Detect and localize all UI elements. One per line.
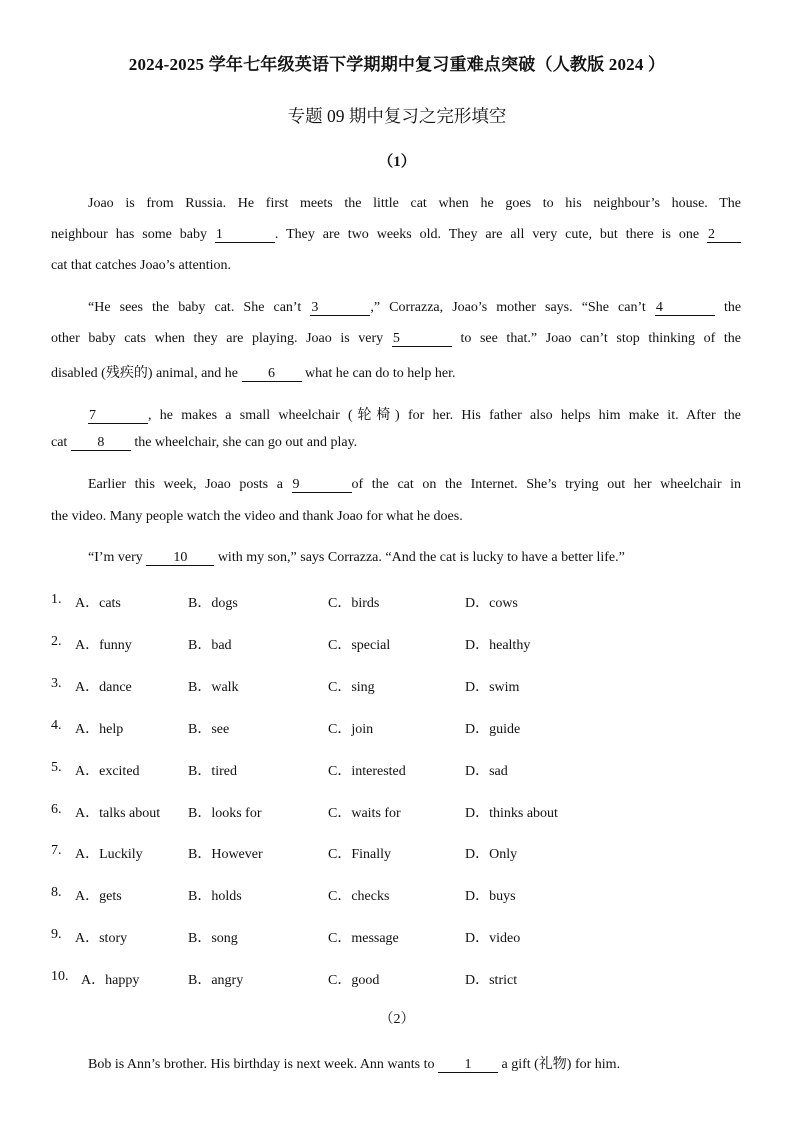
text: a gift (礼物) for him. [501, 1057, 621, 1072]
option-d: D．buys [465, 889, 516, 904]
text: what he can do to help her. [305, 366, 456, 381]
question-number: 7. [51, 843, 62, 858]
blank-6: 6 [242, 367, 302, 382]
question-number: 9. [51, 927, 62, 942]
text: . They are two weeks old. They are all very cute, but there is one [274, 227, 700, 242]
option-b: B．see [188, 722, 230, 737]
text: “I’m very [88, 550, 143, 565]
option-d: D．guide [465, 722, 521, 737]
option-c: C．waits for [328, 806, 401, 821]
option-a: A．dance [75, 680, 132, 695]
text: “He sees the baby cat. She can’t [88, 300, 302, 315]
option-c: C．sing [328, 680, 375, 695]
blank-3: 3 [310, 301, 370, 316]
option-d: D．strict [465, 973, 518, 988]
option-c: C．good [328, 973, 380, 988]
option-b: B．However [188, 847, 263, 862]
option-d: D．thinks about [465, 806, 558, 821]
document-subtitle: 专题 09 期中复习之完形填空 [287, 106, 507, 126]
option-a: A．funny [75, 638, 132, 653]
option-a: A．excited [75, 764, 140, 779]
passage1-p2-line3 [51, 362, 741, 382]
option-c: C．message [328, 931, 399, 946]
passage1-p4-line1 [88, 477, 741, 493]
blank-8: 8 [71, 436, 131, 451]
blank-2-1: 1 [438, 1058, 498, 1073]
passage1-p4-line2: the video. Many people watch the video and thank Joao for what he does. [51, 509, 463, 524]
option-b: B．holds [188, 889, 242, 904]
option-d: D．sad [465, 764, 508, 779]
text: Earlier this week, Joao posts a [88, 477, 283, 492]
option-b: B．walk [188, 680, 239, 695]
passage1-p2-line2 [51, 331, 741, 347]
blank-2: 2 [707, 228, 741, 243]
text: the wheelchair, she can go out and play. [134, 435, 358, 450]
passage1-p1-line3: cat that catches Joao’s attention. [51, 258, 231, 273]
option-c: C．join [328, 722, 374, 737]
question-number: 2. [51, 634, 62, 649]
option-b: B．looks for [188, 806, 262, 821]
text: other baby cats when they are playing. Joao is very [51, 331, 384, 346]
question-number: 6. [51, 802, 62, 817]
option-b: B．song [188, 931, 238, 946]
text: Bob is Ann’s brother. His birthday is next week. Ann wants to [88, 1057, 435, 1072]
section-2-label: （2） [379, 1012, 415, 1027]
option-b: B．tired [188, 764, 237, 779]
question-number: 1. [51, 592, 62, 607]
option-a: A．story [75, 931, 128, 946]
text: the [723, 300, 742, 315]
option-a: A．Luckily [75, 847, 143, 862]
option-a: A．happy [81, 973, 140, 988]
option-a: A．help [75, 722, 124, 737]
option-b: B．dogs [188, 596, 238, 611]
passage1-p2-line1 [88, 300, 741, 316]
passage2-line1 [88, 1053, 741, 1073]
blank-9: 9 [292, 478, 352, 493]
text: ,” Corrazza, Joao’s mother says. “She can’t [370, 300, 646, 315]
text: , he makes a small wheelchair (轮椅) for her. His father also helps him make it. After the [148, 408, 741, 423]
passage1-p3-line2 [51, 435, 741, 451]
option-c: C．checks [328, 889, 390, 904]
question-number: 5. [51, 760, 62, 775]
option-d: D．healthy [465, 638, 531, 653]
option-d: D．cows [465, 596, 518, 611]
text: to see that.” Joao can’t stop thinking of the [460, 331, 742, 346]
option-c: C．special [328, 638, 391, 653]
passage1-p1-line2 [51, 227, 741, 243]
passage1-p1-line1: Joao is from Russia. He first meets the little cat when he goes to his neighbour’s house. The [88, 196, 741, 211]
option-c: C．Finally [328, 847, 392, 862]
question-number: 3. [51, 676, 62, 691]
option-b: B．angry [188, 973, 244, 988]
option-d: D．video [465, 931, 521, 946]
blank-1: 1 [215, 228, 275, 243]
text: of the cat on the Internet. She’s trying out her wheelchair in [351, 477, 742, 492]
section-1-label: （1） [378, 154, 416, 170]
document-title: 2024-2025 学年七年级英语下学期期中复习重难点突破（人教版 2024 ） [128, 55, 666, 74]
question-number: 4. [51, 718, 62, 733]
blank-10: 10 [146, 551, 214, 566]
blank-7: 7 [88, 409, 148, 424]
text: disabled (残疾的) animal, and he [51, 366, 239, 381]
blank-4: 4 [655, 301, 715, 316]
option-b: B．bad [188, 638, 232, 653]
option-c: C．interested [328, 764, 406, 779]
blank-5: 5 [392, 332, 452, 347]
passage1-p5-line1 [88, 550, 741, 566]
text: cat [51, 435, 68, 450]
option-d: D．swim [465, 680, 520, 695]
option-a: A．talks about [75, 806, 161, 821]
option-c: C．birds [328, 596, 380, 611]
text: with my son,” says Corrazza. “And the cat is lucky to have a better life.” [217, 550, 625, 565]
question-number: 8. [51, 885, 62, 900]
question-number: 10. [51, 969, 69, 984]
option-d: D．Only [465, 847, 518, 862]
option-a: A．cats [75, 596, 121, 611]
option-a: A．gets [75, 889, 122, 904]
text: neighbour has some baby [51, 227, 207, 242]
passage1-p3-line1 [88, 404, 741, 424]
